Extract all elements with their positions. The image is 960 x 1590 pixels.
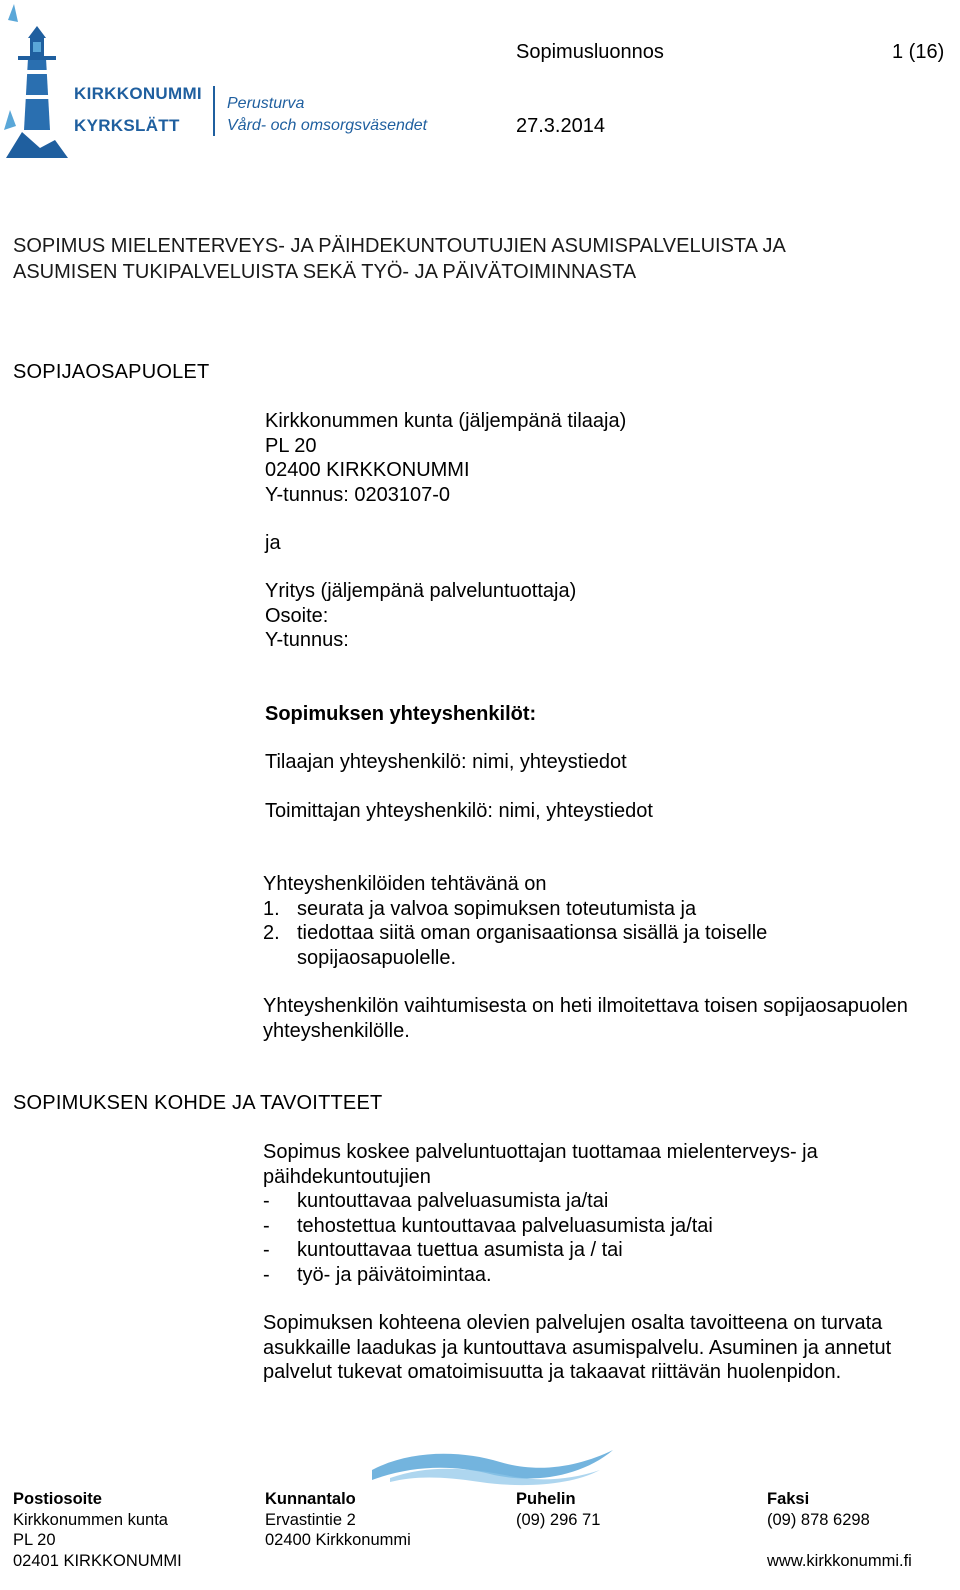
footer-line: (09) 878 6298	[767, 1510, 870, 1529]
duty-item	[263, 897, 767, 922]
bullet: -	[263, 1214, 270, 1237]
section-heading-subject: SOPIMUKSEN KOHDE JA TAVOITTEET	[13, 1092, 383, 1114]
footer-line: Ervastintie 2	[265, 1510, 356, 1529]
service-text: tehostettua kuntouttavaa palveluasumista ja/tai	[297, 1214, 713, 1237]
logo-municipality-fi: KIRKKONUMMI	[74, 84, 202, 103]
title-line-1: SOPIMUS MIELENTERVEYS- JA PÄIHDEKUNTOUTUJIEN ASUMISPALVELUISTA JA	[13, 235, 786, 257]
goal-line: Sopimuksen kohteena olevien palvelujen osalta tavoitteena on turvata	[263, 1312, 883, 1334]
footer-line: 02401 KIRKKONUMMI	[13, 1551, 182, 1570]
duty-text: seurata ja valvoa sopimuksen toteutumista ja	[297, 897, 697, 920]
goal-paragraph	[263, 1311, 891, 1385]
client-contact: Tilaajan yhteyshenkilö: nimi, yhteystiedot	[265, 751, 627, 773]
title-line-2: ASUMISEN TUKIPALVELUISTA SEKÄ TYÖ- JA PÄIVÄTOIMINNASTA	[13, 260, 637, 283]
footer-heading: Faksi	[767, 1490, 810, 1508]
bullet: -	[263, 1263, 270, 1286]
provider-block	[265, 579, 576, 653]
note-line: Yhteyshenkilön vaihtumisesta on heti ilmoitettava toisen sopijaosapuolen	[263, 995, 908, 1017]
client-business-id: Y-tunnus: 0203107-0	[265, 483, 450, 506]
subject-block	[263, 1140, 818, 1287]
logo-dept-fi: Perusturva	[227, 95, 305, 112]
section-heading-parties: SOPIJAOSAPUOLET	[13, 361, 210, 383]
provider-contact: Toimittajan yhteyshenkilö: nimi, yhteystiedot	[265, 800, 653, 822]
provider-business-id: Y-tunnus:	[265, 629, 349, 651]
duty-text: tiedottaa siitä oman organisaationsa sisällä ja toiselle	[297, 922, 768, 944]
footer-heading: Kunnantalo	[265, 1490, 356, 1508]
duty-item-continued	[263, 946, 767, 971]
document-status: Sopimusluonnos	[516, 41, 664, 63]
contact-change-note	[263, 994, 908, 1043]
footer-townhall	[265, 1489, 411, 1551]
wave-icon	[370, 1444, 615, 1486]
service-item	[263, 1263, 818, 1288]
conjunction: ja	[265, 532, 281, 554]
client-block	[265, 409, 626, 507]
goal-line: asukkaille laadukas ja kuntouttava asumispalvelu. Asuminen ja annetut	[263, 1336, 892, 1359]
footer-website-link[interactable]: www.kirkkonummi.fi	[767, 1551, 912, 1570]
footer-line: (09) 296 71	[516, 1510, 601, 1529]
footer-line: PL 20	[13, 1531, 56, 1549]
bullet: -	[263, 1239, 270, 1261]
footer-phone	[516, 1489, 600, 1530]
duties-intro: Yhteyshenkilöiden tehtävänä on	[263, 873, 547, 895]
logo	[0, 0, 460, 160]
footer-fax	[767, 1489, 912, 1571]
logo-dept-sv: Vård- och omsorgsväsendet	[227, 117, 428, 134]
lighthouse-icon	[0, 0, 70, 160]
duty-item	[263, 921, 767, 946]
footer-line	[767, 1530, 912, 1551]
note-line: yhteyshenkilölle.	[263, 1019, 410, 1042]
footer-line: Kirkkonummen kunta	[13, 1510, 168, 1529]
service-item	[263, 1189, 818, 1214]
service-text: työ- ja päivätoimintaa.	[297, 1263, 492, 1286]
footer-heading: Puhelin	[516, 1490, 576, 1508]
client-pobox: PL 20	[265, 434, 317, 457]
duty-number: 1.	[263, 897, 280, 920]
service-item	[263, 1238, 818, 1263]
page-indicator: 1 (16)	[892, 41, 945, 63]
provider-name: Yritys (jäljempänä palveluntuottaja)	[265, 580, 577, 602]
goal-line: palvelut tukevat omatoimisuutta ja takaavat riittävän huolenpidon.	[263, 1361, 842, 1383]
duty-text: sopijaosapuolelle.	[297, 946, 457, 969]
service-item	[263, 1214, 818, 1239]
document-title	[13, 234, 953, 285]
subject-intro-line: Sopimus koskee palveluntuottajan tuottamaa mielenterveys- ja	[263, 1141, 818, 1163]
document-date: 27.3.2014	[516, 115, 605, 137]
duties-block	[263, 872, 767, 970]
service-text: kuntouttavaa tuettua asumista ja / tai	[297, 1239, 623, 1261]
logo-divider	[213, 86, 215, 136]
subject-intro-line: päihdekuntoutujien	[263, 1165, 431, 1188]
client-postal: 02400 KIRKKONUMMI	[265, 459, 470, 481]
client-name: Kirkkonummen kunta (jäljempänä tilaaja)	[265, 410, 627, 432]
bullet: -	[263, 1190, 270, 1212]
logo-municipality-sv: KYRKSLÄTT	[74, 116, 180, 135]
contacts-heading: Sopimuksen yhteyshenkilöt:	[265, 703, 537, 725]
provider-address: Osoite:	[265, 604, 329, 627]
service-text: kuntouttavaa palveluasumista ja/tai	[297, 1190, 609, 1212]
footer-heading: Postiosoite	[13, 1490, 102, 1508]
footer-postal	[13, 1489, 182, 1571]
footer-line: 02400 Kirkkonummi	[265, 1531, 411, 1549]
duty-number: 2.	[263, 922, 280, 944]
